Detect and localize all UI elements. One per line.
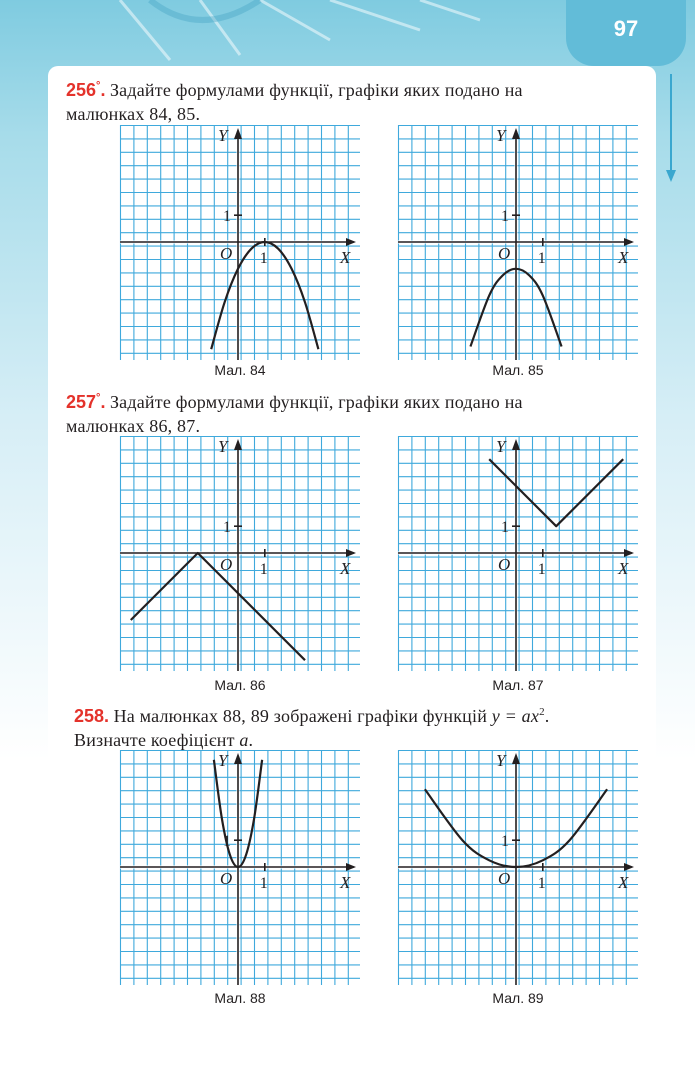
origin-label: O — [220, 869, 233, 888]
function-graph-curve — [131, 553, 305, 660]
task-258 — [74, 700, 638, 752]
x-unit-label: 1 — [537, 250, 546, 267]
x-axis-label: X — [618, 559, 629, 578]
x-axis-label: X — [340, 559, 351, 578]
y-axis-label: Y — [496, 437, 506, 456]
x-axis-label: X — [340, 873, 351, 892]
y-axis-label: Y — [496, 751, 506, 770]
side-arrow-icon — [664, 74, 678, 184]
x-unit-label: 1 — [537, 561, 546, 578]
task-text-line1: Задайте формулами функції, графіки яких подано на — [109, 392, 523, 412]
y-unit-label: 1 — [501, 833, 509, 851]
task-number: 258. — [74, 706, 110, 726]
x-axis-arrow-icon — [624, 238, 634, 246]
y-unit-label: 1 — [501, 519, 509, 537]
figure-85-caption: Мал. 85 — [492, 362, 544, 378]
x-axis-arrow-icon — [346, 238, 356, 246]
task-text-line2: малюнках 84, 85. — [66, 104, 201, 124]
origin-label: O — [498, 555, 511, 574]
origin-label: O — [498, 244, 511, 263]
origin-label: O — [220, 244, 233, 263]
task-number: 257°. — [66, 392, 106, 412]
y-unit-label: 1 — [223, 833, 231, 851]
figure-89-caption: Мал. 89 — [492, 990, 544, 1006]
x-axis-label: X — [618, 248, 629, 267]
y-axis-label: Y — [218, 437, 228, 456]
y-unit-label: 1 — [223, 519, 231, 537]
x-axis-label: X — [340, 248, 351, 267]
figure-84-caption: Мал. 84 — [214, 362, 266, 378]
task-257 — [66, 386, 638, 438]
figure-85-graph — [398, 125, 638, 360]
figure-89-graph — [398, 750, 638, 985]
y-unit-label: 1 — [501, 208, 509, 226]
x-axis-arrow-icon — [624, 863, 634, 871]
figure-86-caption: Мал. 86 — [214, 677, 266, 693]
task-256 — [66, 74, 638, 126]
y-unit-label: 1 — [223, 208, 231, 226]
x-axis-arrow-icon — [624, 549, 634, 557]
x-unit-label: 1 — [259, 561, 268, 578]
function-graph-curve — [489, 459, 623, 526]
x-axis-arrow-icon — [346, 863, 356, 871]
figure-86-graph — [120, 436, 360, 671]
y-axis-label: Y — [218, 126, 228, 145]
origin-label: O — [498, 869, 511, 888]
figure-87-caption: Мал. 87 — [492, 677, 544, 693]
figure-87-graph — [398, 436, 638, 671]
task-text-line2: Визначте коефіцієнт a. — [74, 730, 254, 750]
task-text-line2: малюнках 86, 87. — [66, 416, 201, 436]
task-text-line1: На малюнках 88, 89 зображені графіки функцій $y = ax^2$. — [113, 706, 550, 726]
y-axis-label: Y — [218, 751, 228, 770]
origin-label: O — [220, 555, 233, 574]
task-text-line1: Задайте формулами функції, графіки яких подано на — [109, 80, 523, 100]
x-unit-label: 1 — [259, 875, 268, 892]
x-axis-arrow-icon — [346, 549, 356, 557]
figure-84-graph — [120, 125, 360, 360]
x-axis-label: X — [618, 873, 629, 892]
y-axis-label: Y — [496, 126, 506, 145]
task-number: 256°. — [66, 80, 106, 100]
page-number: 97 — [613, 16, 639, 41]
figure-88-graph — [120, 750, 360, 985]
x-unit-label: 1 — [537, 875, 546, 892]
x-unit-label: 1 — [259, 250, 268, 267]
figure-88-caption: Мал. 88 — [214, 990, 266, 1006]
